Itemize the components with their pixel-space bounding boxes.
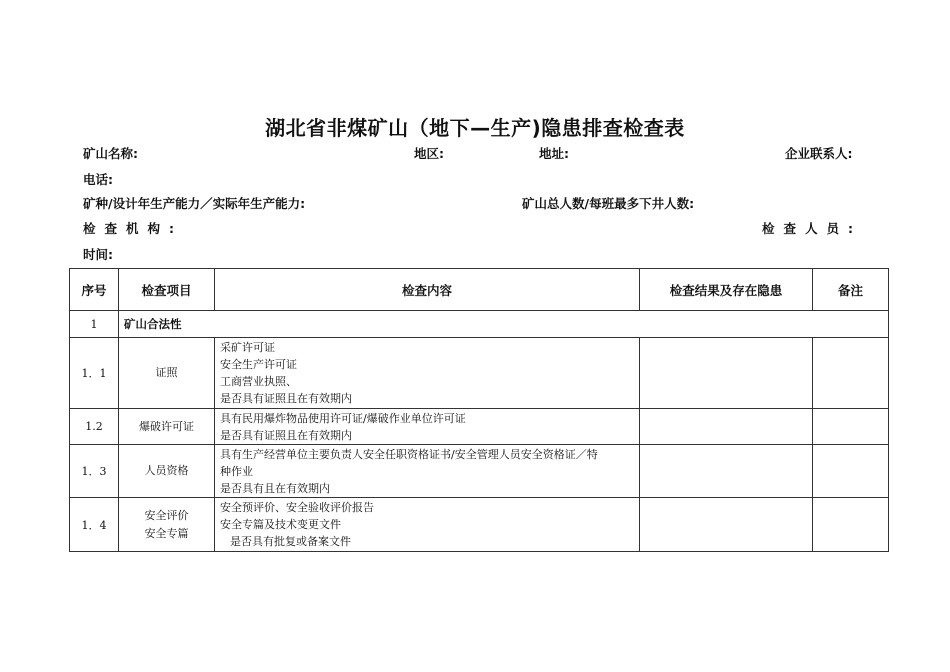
row-item [119, 338, 215, 409]
result-cell[interactable] [640, 338, 813, 409]
row-item [119, 498, 215, 552]
section-label: 矿山合法性 [119, 311, 889, 338]
content-line: 是否具有且在有效期内 [220, 481, 330, 495]
row-content [215, 338, 640, 409]
remark-cell[interactable] [813, 445, 889, 498]
capacity-label: 矿种/设计年生产能力／实际年生产能力: [83, 196, 306, 211]
content-line: 工商营业执照、 [220, 375, 297, 388]
content-line: 是否具有批复或备案文件 [230, 535, 351, 548]
row-content [215, 445, 640, 498]
row-item [119, 445, 215, 498]
row-content [215, 409, 640, 445]
remark-cell[interactable] [813, 409, 889, 445]
row-no: 1．3 [70, 445, 119, 498]
content-line: 种作业 [220, 464, 253, 478]
content-line: 安全生产许可证 [220, 358, 297, 371]
contact-label: 企业联系人: [785, 146, 853, 161]
row-item [119, 409, 215, 445]
remark-cell[interactable] [813, 498, 889, 552]
mine-name-label: 矿山名称: [83, 146, 138, 161]
row-item-line: 人员资格 [144, 464, 189, 477]
row-no: 1．4 [70, 498, 119, 552]
content-line: 安全预评价、安全验收评价报告 [220, 501, 374, 514]
table-row [70, 338, 889, 409]
inspection-table [69, 268, 889, 552]
result-cell[interactable] [640, 409, 813, 445]
time-label: 时间: [83, 247, 113, 262]
content-line: 采矿许可证 [220, 341, 275, 354]
region-label: 地区: [414, 146, 444, 161]
header-item: 检查项目 [119, 269, 215, 311]
content-line: 是否具有证照且在有效期内 [220, 428, 352, 442]
header-no: 序号 [70, 269, 119, 311]
remark-cell[interactable] [813, 338, 889, 409]
header-content: 检查内容 [215, 269, 640, 311]
row-item-line: 证照 [155, 366, 178, 379]
content-line: 具有民用爆炸物品使用许可证/爆破作业单位许可证 [220, 411, 466, 425]
row-item-line: 安全评价 [144, 508, 189, 522]
form-title: 湖北省非煤矿山（地下—生产)隐患排查检查表 [265, 116, 685, 140]
header-result: 检查结果及存在隐患 [640, 269, 813, 311]
phone-label: 电话: [83, 172, 113, 187]
row-content [215, 498, 640, 552]
table-header-row [70, 269, 889, 311]
headcount-label: 矿山总人数/每班最多下井人数: [522, 196, 695, 211]
row-no: 1.2 [70, 409, 119, 445]
table-row [70, 445, 889, 498]
section-row [70, 311, 889, 338]
row-item-line: 安全专篇 [144, 526, 189, 540]
header-remark: 备注 [813, 269, 889, 311]
result-cell[interactable] [640, 445, 813, 498]
row-no: 1．1 [70, 338, 119, 409]
content-line: 具有生产经营单位主要负责人安全任职资格证书/安全管理人员安全资格证／特 [220, 447, 598, 461]
result-cell[interactable] [640, 498, 813, 552]
row-item-line: 爆破许可证 [139, 419, 194, 433]
table-row [70, 498, 889, 552]
address-label: 地址: [539, 146, 569, 161]
content-line: 是否具有证照且在有效期内 [220, 392, 352, 405]
section-no: 1 [70, 311, 119, 338]
agency-label: 检查机构: [83, 221, 183, 236]
table-row [70, 409, 889, 445]
content-line: 安全专篇及技术变更文件 [220, 518, 341, 531]
inspector-label: 检查人员: [762, 221, 862, 236]
